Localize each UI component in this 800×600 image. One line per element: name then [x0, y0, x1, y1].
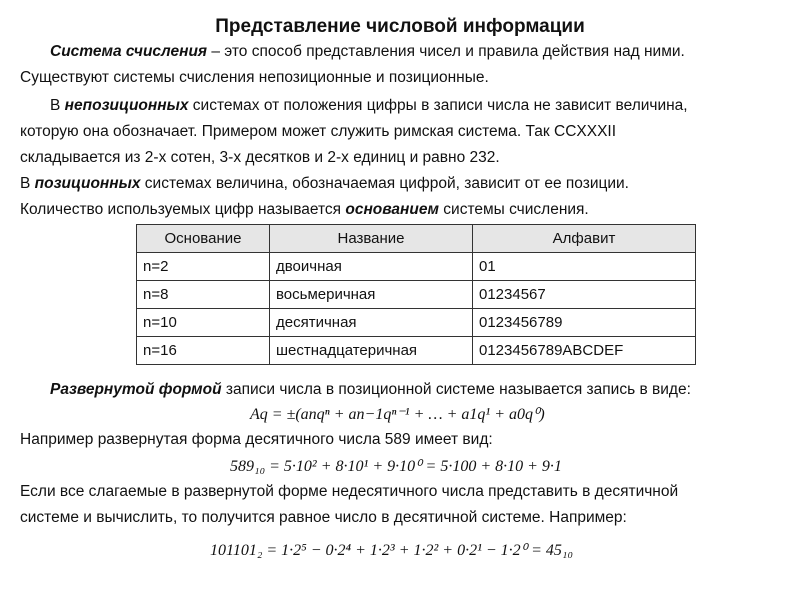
paragraph-nonpositional	[20, 96, 800, 115]
paragraph-positional	[20, 174, 790, 193]
header-alphabet: Алфавит	[473, 225, 696, 253]
paragraph-expanded-form	[20, 380, 800, 399]
cell-base: n=2	[137, 253, 270, 281]
cell-base: n=10	[137, 309, 270, 337]
table-row	[137, 309, 696, 337]
term-expanded-form: Развернутой формой	[50, 381, 222, 398]
cell-name: десятичная	[270, 309, 473, 337]
formula-binary-example: 101101₂ = 1·2⁵ − 0·2⁴ + 1·2³ + 1·2² + 0·2¹ − 1·2⁰ = 45₁₀	[210, 542, 574, 559]
paragraph-roman-value: складывается из 2-х сотен, 3-х десятков и 2-х единиц и равно 232.	[20, 149, 500, 166]
formula-decimal-589: 589₁₀ = 5·10² + 8·10¹ + 9·10⁰ = 5·100 + 8·10 + 9·1	[230, 458, 562, 475]
text-prefix: В	[20, 175, 35, 192]
header-base: Основание	[137, 225, 270, 253]
page-title: Представление числовой информации	[215, 16, 585, 37]
text-prefix: Количество используемых цифр называется	[20, 201, 346, 218]
cell-name: шестнадцатеричная	[270, 337, 473, 365]
paragraph-definition	[20, 42, 800, 61]
text-rest: системах величина, обозначаемая цифрой, зависит от ее позиции.	[140, 175, 629, 192]
term-number-system: Система счисления	[50, 43, 208, 60]
paragraph-roman-example: которую она обозначает. Примером может служить римская система. Так CCXXXII	[20, 123, 617, 140]
term-positional: позиционных	[34, 175, 141, 192]
cell-alphabet: 0123456789ABCDEF	[473, 337, 696, 365]
formula-expanded-form: Aq = ±(anqⁿ + an−1qⁿ⁻¹ + … + a1q¹ + a0q⁰)	[250, 406, 545, 423]
cell-name: восьмеричная	[270, 281, 473, 309]
text-rest: записи числа в позиционной системе называется запись в виде:	[221, 381, 691, 398]
definition-text: – это способ представления чисел и правила действия над ними.	[207, 43, 685, 60]
text-prefix: В	[50, 97, 65, 114]
term-nonpositional: непозиционных	[64, 97, 189, 114]
cell-alphabet: 01234567	[473, 281, 696, 309]
cell-name: двоичная	[270, 253, 473, 281]
number-systems-table	[136, 224, 696, 365]
table-row	[137, 281, 696, 309]
cell-alphabet: 01	[473, 253, 696, 281]
table-header-row	[137, 225, 696, 253]
cell-base: n=8	[137, 281, 270, 309]
term-base: основанием	[345, 201, 439, 218]
header-name: Название	[270, 225, 473, 253]
paragraph-conversion-1: Если все слагаемые в развернутой форме недесятичного числа представить в десятичной	[20, 483, 679, 500]
paragraph-types: Существуют системы счисления непозиционные и позиционные.	[20, 69, 489, 86]
cell-base: n=16	[137, 337, 270, 365]
paragraph-conversion-2: системе и вычислить, то получится равное число в десятичной системе. Например:	[20, 509, 627, 526]
paragraph-base	[20, 200, 790, 219]
table-row	[137, 337, 696, 365]
cell-alphabet: 0123456789	[473, 309, 696, 337]
table-row	[137, 253, 696, 281]
text-rest: системы счисления.	[438, 201, 589, 218]
text-rest: системах от положения цифры в записи числа не зависит величина,	[188, 97, 688, 114]
paragraph-decimal-example: Например развернутая форма десятичного числа 589 имеет вид:	[20, 431, 493, 448]
